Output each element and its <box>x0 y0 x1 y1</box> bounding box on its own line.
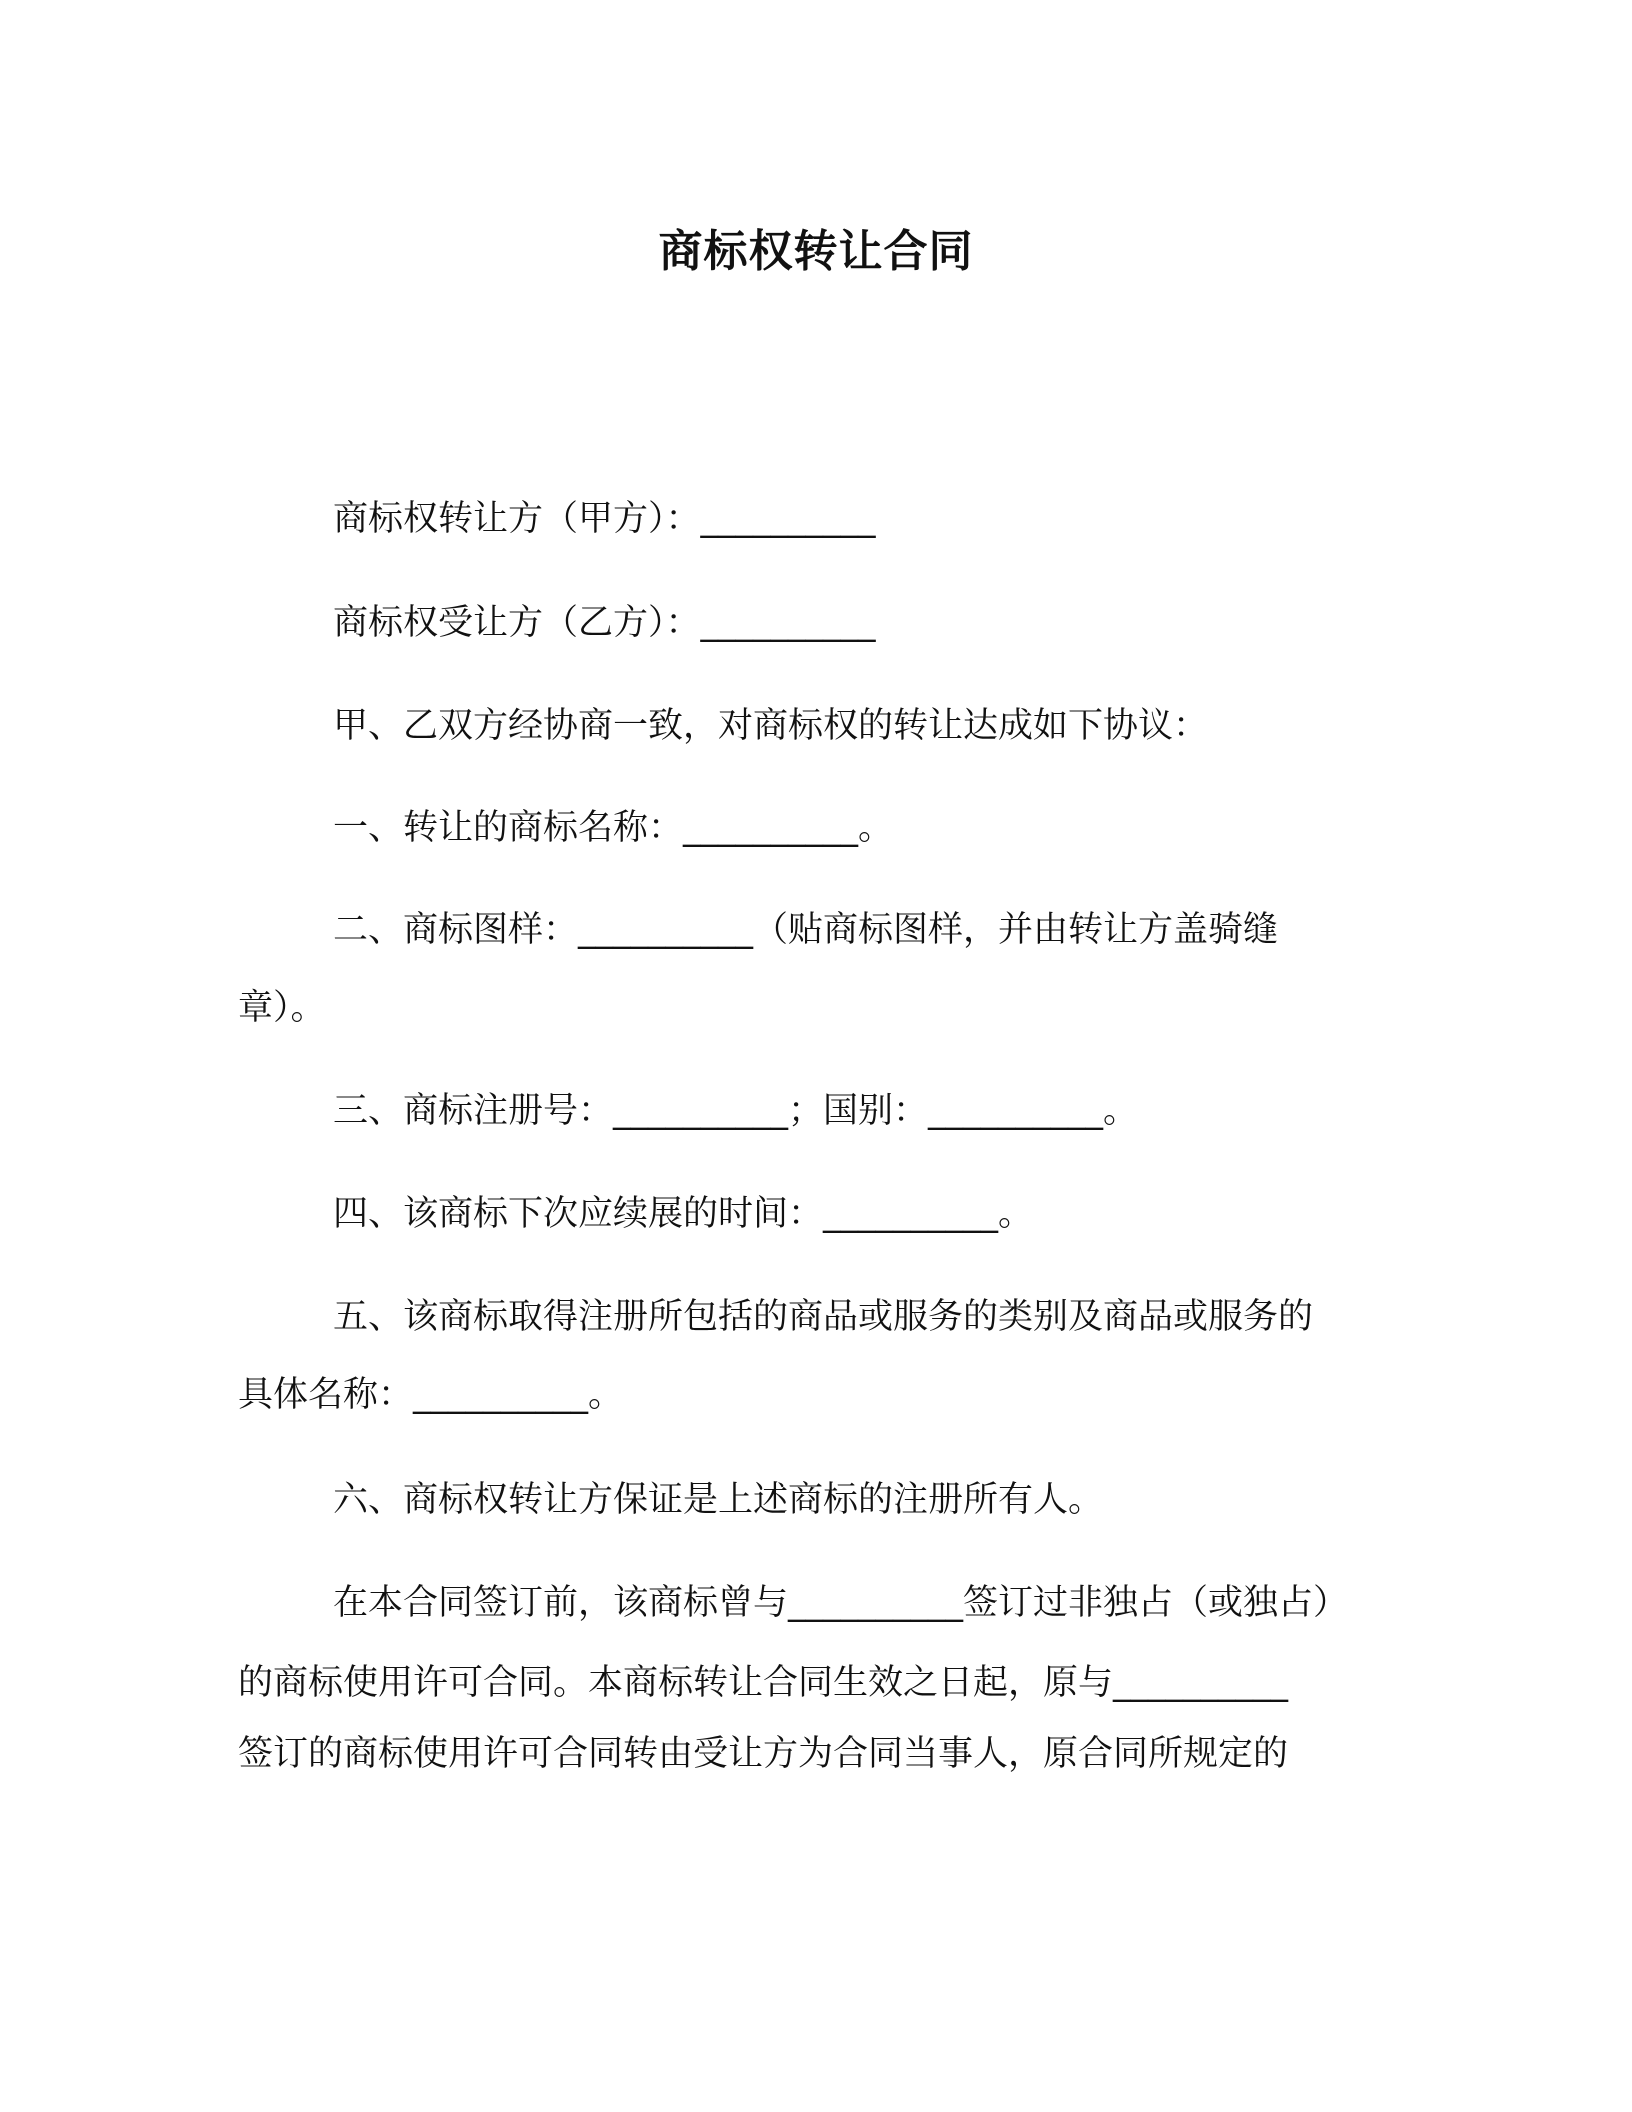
license-paragraph-line-2: 的商标使用许可合同。本商标转让合同生效之日起，原与__________ <box>238 1663 1289 1703</box>
clause-5-continued: 具体名称：__________。 <box>238 1375 624 1415</box>
license-paragraph-line-1: 在本合同签订前，该商标曾与__________签订过非独占（或独占） <box>333 1583 1349 1623</box>
license-paragraph-line-3: 签订的商标使用许可合同转由受让方为合同当事人，原合同所规定的 <box>238 1734 1289 1774</box>
clause-1: 一、转让的商标名称：__________。 <box>333 808 894 848</box>
clause-3: 三、商标注册号：__________；国别：__________。 <box>333 1091 1139 1131</box>
agreement-intro: 甲、乙双方经协商一致，对商标权的转让达成如下协议： <box>333 706 1209 746</box>
clause-2-continued: 章）。 <box>238 988 326 1028</box>
clause-6: 六、商标权转让方保证是上述商标的注册所有人。 <box>333 1480 1104 1520</box>
clause-5: 五、该商标取得注册所包括的商品或服务的类别及商品或服务的 <box>333 1297 1314 1337</box>
transferor-line: 商标权转让方（甲方）：__________ <box>333 499 876 539</box>
clause-2: 二、商标图样：__________（贴商标图样，并由转让方盖骑缝 <box>333 910 1279 950</box>
clause-4: 四、该商标下次应续展的时间：__________。 <box>333 1194 1034 1234</box>
transferee-line: 商标权受让方（乙方）：__________ <box>333 603 876 643</box>
document-title: 商标权转让合同 <box>658 226 974 277</box>
